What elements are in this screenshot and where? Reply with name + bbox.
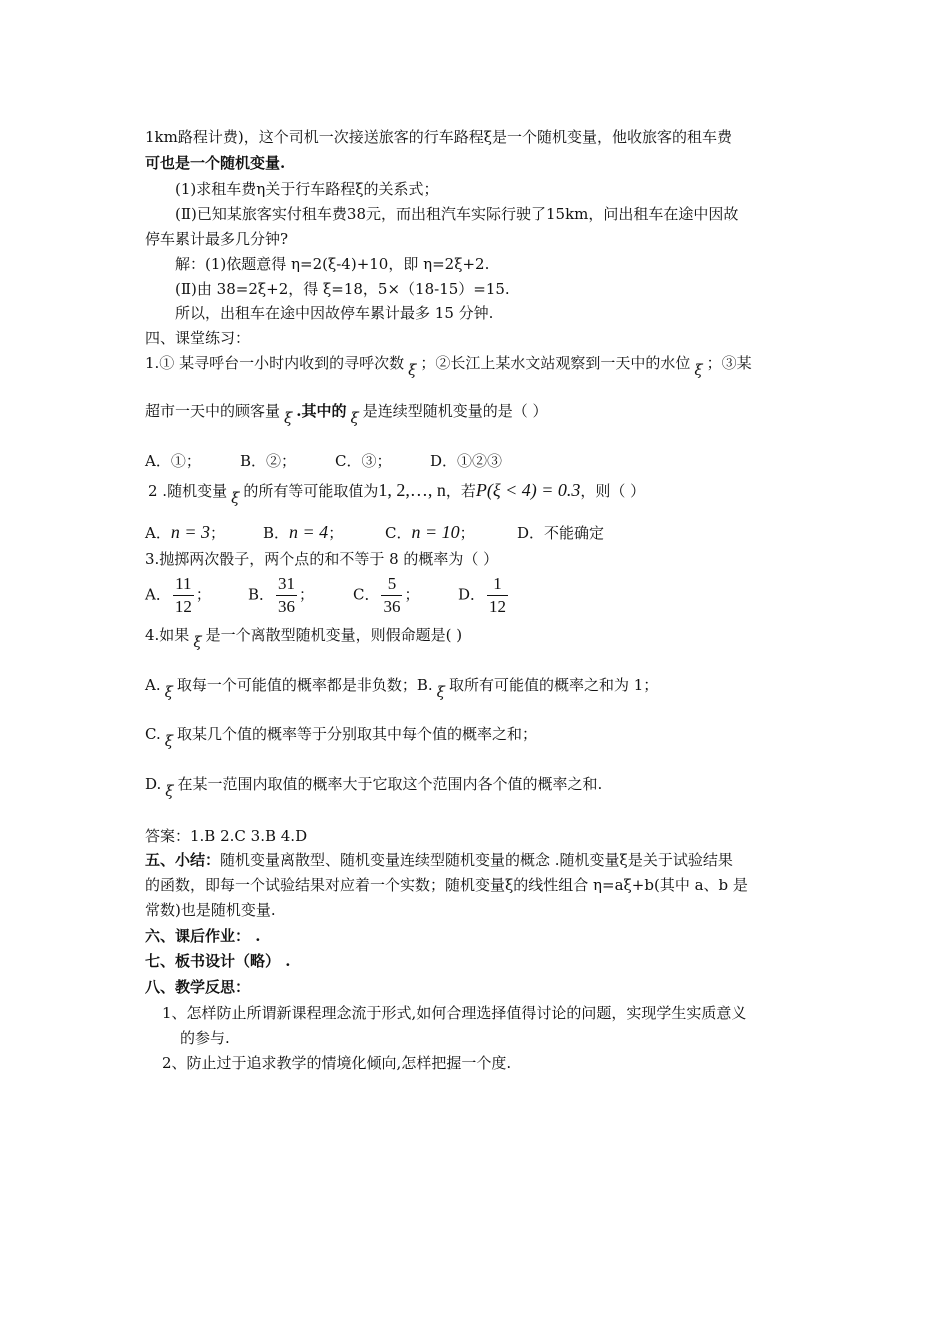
option-a: A．①； [145, 452, 201, 470]
q2-text: 2 .随机变量 [148, 482, 228, 500]
question-1-line-2 [145, 400, 548, 427]
paragraph-line: 可也是一个随机变量. [145, 154, 286, 172]
q2-text: 的所有等可能取值为 [243, 482, 379, 500]
q1-text: 1.① 某寻呼台一小时内收到的寻呼次数 [145, 354, 405, 372]
fraction: $\frac{31}{36}$ [278, 574, 296, 616]
xi-symbol: ξ [165, 782, 174, 800]
section-heading: 八、教学反思： [145, 978, 251, 996]
section-heading: 七、板书设计（略） . [145, 952, 291, 970]
xi-symbol: ξ [408, 361, 417, 379]
question-4-option-d: D. ξ 在某一范围内取值的概率大于它取这个范围内各个值的概率之和. [145, 775, 603, 800]
summary-line-1: 五、小结：随机变量离散型、随机变量连续型随机变量的概念 .随机变量ξ是关于试验结果 [145, 851, 733, 869]
solution-line: 解：(1)依题意得 η=2(ξ-4)+10，即 η=2ξ+2. [175, 255, 490, 273]
reflection-item-2: 2、防止过于追求教学的情境化倾向,怎样把握一个度. [162, 1054, 512, 1072]
q1-text: 超市一天中的顾客量 [145, 402, 281, 420]
question-2-options [145, 521, 604, 544]
solution-line: 所以，出租车在途中因故停车累计最多 15 分钟. [175, 304, 494, 322]
paragraph-line: (Ⅱ)已知某旅客实付租车费38元，而出租汽车实际行驶了15km，问出租车在途中因故 [175, 205, 739, 223]
paragraph-line: 停车累计最多几分钟? [145, 230, 289, 248]
xi-symbol: ξ [284, 409, 293, 427]
fraction: $\frac{5}{36}$ [383, 574, 401, 616]
summary-line-2: 的函数，即每一个试验结果对应着一个实数；随机变量ξ的线性组合 η=aξ+b(其中 a、b 是 [145, 876, 748, 894]
option-b: B．②； [240, 452, 297, 470]
xi-symbol: ξ [231, 489, 240, 507]
option-c: C． $\frac{5}{36}$ ； [353, 574, 420, 616]
option-d: D．①②③ [430, 452, 503, 470]
q1-text: .其中的 [296, 402, 347, 420]
section-heading: 五、小结： [145, 851, 221, 869]
xi-symbol: ξ [193, 633, 202, 651]
option-a: A．n = 3； [145, 522, 226, 542]
option-d: D．不能确定 [517, 524, 605, 542]
xi-symbol: ξ [694, 361, 703, 379]
solution-line: (Ⅱ)由 38=2ξ+2，得 ξ=18，5×（18-15）=15. [175, 280, 510, 298]
fraction: $\frac{1}{12}$ [489, 574, 507, 616]
summary-line-3: 常数)也是随机变量. [145, 901, 276, 919]
option-d: D． $\frac{1}{12}$ [458, 574, 507, 616]
question-1-line-1 [145, 352, 752, 379]
xi-symbol: ξ [436, 683, 445, 701]
option-b: B．n = 4； [263, 522, 344, 542]
q1-text: 是连续型随机变量的是（ ） [362, 402, 548, 420]
question-2-line [148, 479, 646, 507]
q2-text: ，若 [445, 482, 476, 500]
question-4-option-c: C. ξ 取某几个值的概率等于分别取其中每个值的概率之和； [145, 725, 537, 750]
xi-symbol: ξ [164, 683, 173, 701]
option-c: C．n = 10； [385, 522, 475, 542]
q2-probability: P(ξ < 4) = 0.3 [475, 480, 581, 500]
paragraph-line: 1km路程计费)，这个司机一次接送旅客的行车路程ξ是一个随机变量，他收旅客的租车费 [145, 128, 732, 146]
option-a: A． $\frac{11}{12}$ ； [145, 574, 211, 616]
q2-text: ，则（ ） [580, 482, 646, 500]
q1-text: ；②长江上某水文站观察到一天中的水位 [420, 354, 691, 372]
question-4-option-ab: A. ξ 取每一个可能值的概率都是非负数；B. ξ 取所有可能值的概率之和为 1； [145, 676, 659, 701]
question-3-options [145, 573, 510, 618]
reflection-item-1: 1、怎样防止所谓新课程理念流于形式,如何合理选择值得讨论的问题，实现学生实质意义 [162, 1004, 747, 1022]
question-4-line: 4.如果 ξ 是一个离散型随机变量，则假命题是( ) [145, 626, 463, 651]
q1-text: ；③某 [706, 354, 752, 372]
fraction: $\frac{11}{12}$ [174, 574, 192, 616]
option-c: C．③； [335, 452, 392, 470]
question-1-options [145, 450, 502, 472]
question-3-line: 3.抛掷两次骰子，两个点的和不等于 8 的概率为（ ） [145, 550, 499, 568]
xi-symbol: ξ [164, 732, 173, 750]
paragraph-line: (1)求租车费η关于行车路程ξ的关系式； [175, 180, 439, 198]
section-heading: 六、课后作业： . [145, 927, 261, 945]
section-heading: 四、课堂练习： [145, 329, 251, 347]
reflection-item-1-cont: 的参与. [180, 1029, 230, 1047]
option-b: B． $\frac{31}{36}$ ； [248, 574, 315, 616]
q2-values: 1, 2,…, n [378, 480, 446, 500]
answer-line: 答案：1.B 2.C 3.B 4.D [145, 827, 308, 845]
xi-symbol: ξ [350, 409, 359, 427]
